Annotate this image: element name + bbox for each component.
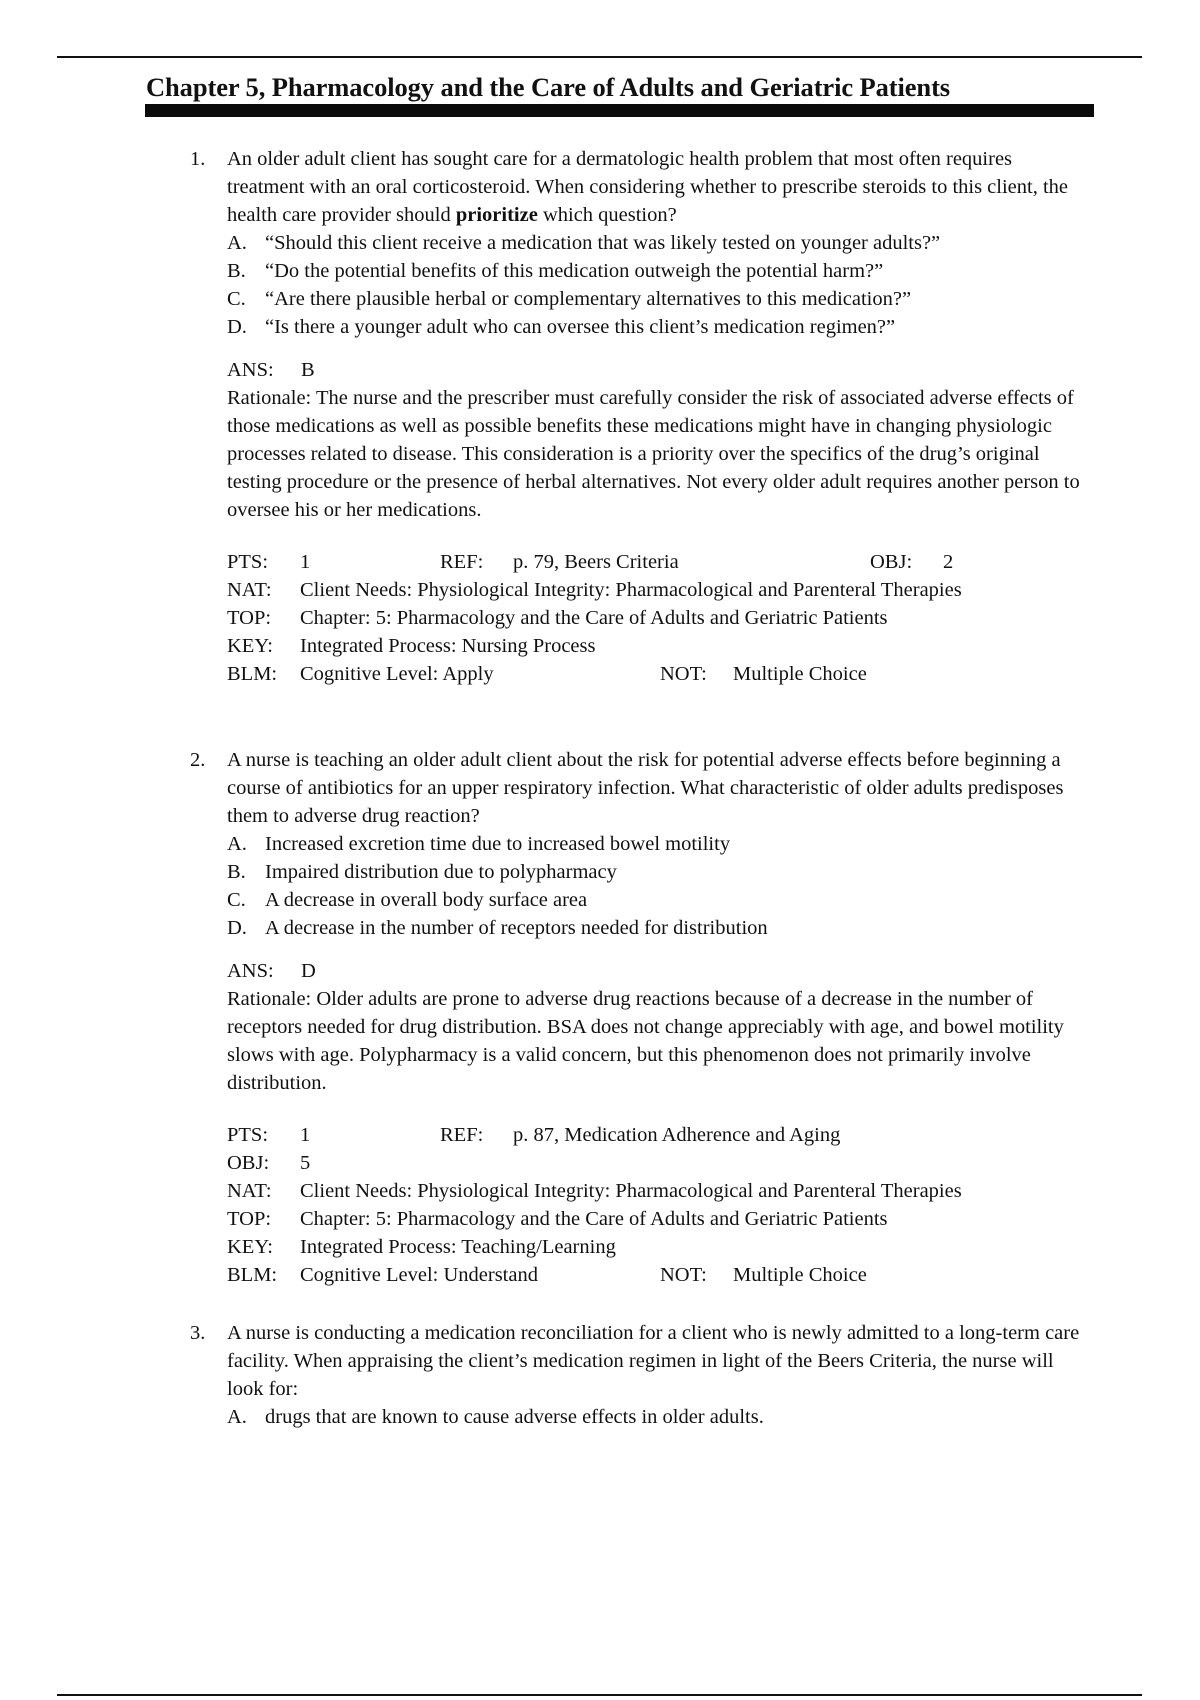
obj-label: OBJ: [870, 551, 913, 573]
option-letter: C. [227, 288, 246, 310]
bottom-rule [57, 1694, 1142, 1696]
option-text: drugs that are known to cause adverse effects in older adults. [265, 1406, 764, 1428]
nat-label: NAT: [227, 579, 272, 601]
top-value: Chapter: 5: Pharmacology and the Care of Adults and Geriatric Patients [300, 607, 888, 629]
blm-value: Cognitive Level: Understand [300, 1264, 538, 1286]
top-value: Chapter: 5: Pharmacology and the Care of Adults and Geriatric Patients [300, 1208, 888, 1230]
not-label: NOT: [660, 663, 707, 685]
answer-label: ANS: [227, 359, 274, 381]
nat-value: Client Needs: Physiological Integrity: Pharmacological and Parenteral Therapies [300, 1180, 962, 1202]
option-b [227, 257, 1090, 285]
question-number: 3. [190, 1322, 206, 1344]
blm-label: BLM: [227, 663, 278, 685]
question-metadata [227, 1121, 1090, 1289]
obj-label: OBJ: [227, 1152, 270, 1174]
question-number: 2. [190, 749, 206, 771]
question-1 [190, 145, 1090, 688]
question-stem: A nurse is teaching an older adult client about the risk for potential adverse effects before beginning a course of antibiotics for an upper respiratory infection. What characteristic of older adults predisposes them to adverse drug reaction? [227, 749, 1064, 827]
option-text: A decrease in the number of receptors needed for distribution [265, 917, 768, 939]
option-d [227, 914, 1090, 942]
answer-value: D [301, 960, 316, 982]
question-3 [190, 1319, 1090, 1431]
ref-value: p. 87, Medication Adherence and Aging [513, 1124, 841, 1146]
option-a [227, 830, 1090, 858]
question-2 [190, 746, 1090, 1289]
stem-text-end: which question? [537, 204, 677, 226]
chapter-title: Chapter 5, Pharmacology and the Care of Adults and Geriatric Patients [146, 72, 951, 102]
stem-text: An older adult client has sought care for a dermatologic health problem that most often requires treatment with an oral corticosteroid. When considering whether to prescribe steroids to this client, the health care provider should [227, 148, 1069, 226]
option-text: “Should this client receive a medication that was likely tested on younger adults?” [265, 232, 941, 254]
option-a [227, 1403, 1090, 1431]
answer-block [227, 957, 1090, 1097]
pts-value: 1 [300, 551, 311, 573]
option-letter: A. [227, 833, 247, 855]
obj-value: 5 [300, 1152, 311, 1174]
option-d [227, 313, 1090, 341]
stem-emphasis: prioritize [455, 204, 538, 226]
answer-value: B [301, 359, 315, 381]
question-stem [227, 145, 1090, 229]
answer-label: ANS: [227, 960, 274, 982]
nat-value: Client Needs: Physiological Integrity: Pharmacological and Parenteral Therapies [300, 579, 962, 601]
option-letter: C. [227, 889, 246, 911]
question-number: 1. [190, 148, 206, 170]
option-c [227, 886, 1090, 914]
top-label: TOP: [227, 1208, 272, 1230]
pts-label: PTS: [227, 551, 269, 573]
option-letter: A. [227, 1406, 247, 1428]
option-text: “Do the potential benefits of this medication outweigh the potential harm?” [265, 260, 884, 282]
option-text: Increased excretion time due to increased bowel motility [265, 833, 731, 855]
option-a [227, 229, 1090, 257]
blm-label: BLM: [227, 1264, 278, 1286]
key-value: Integrated Process: Teaching/Learning [300, 1236, 616, 1258]
not-value: Multiple Choice [733, 1264, 867, 1286]
not-label: NOT: [660, 1264, 707, 1286]
option-b [227, 858, 1090, 886]
question-metadata [227, 548, 1090, 688]
option-text: “Are there plausible herbal or complementary alternatives to this medication?” [265, 288, 912, 310]
option-c [227, 285, 1090, 313]
question-stem: A nurse is conducting a medication reconciliation for a client who is newly admitted to a long-term care facility. When appraising the client’s medication regimen in light of the Beers Criteria, the nurse will look for: [227, 1322, 1080, 1400]
pts-value: 1 [300, 1124, 311, 1146]
pts-label: PTS: [227, 1124, 269, 1146]
title-underline-bar [145, 104, 1094, 117]
ref-label: REF: [440, 551, 484, 573]
ref-label: REF: [440, 1124, 484, 1146]
option-text: A decrease in overall body surface area [265, 889, 588, 911]
option-letter: B. [227, 861, 246, 883]
option-letter: D. [227, 917, 247, 939]
top-rule [57, 56, 1142, 58]
rationale: Rationale: The nurse and the prescriber must carefully consider the risk of associated adverse effects of those medications as well as possible benefits these medications might have in changing physiologic processes related to disease. This consideration is a priority over the specifics of the drug’s original testing procedure or the presence of herbal alternatives. Not every older adult requires another person to oversee his or her medications. [227, 387, 1080, 521]
rationale: Rationale: Older adults are prone to adverse drug reactions because of a decrease in the number of receptors needed for drug distribution. BSA does not change appreciably with age, and bowel motility slows with age. Polypharmacy is a valid concern, but this phenomenon does not primarily involve distribution. [227, 988, 1064, 1094]
blm-value: Cognitive Level: Apply [300, 663, 494, 685]
option-letter: B. [227, 260, 246, 282]
key-label: KEY: [227, 635, 273, 657]
option-letter: D. [227, 316, 247, 338]
top-label: TOP: [227, 607, 272, 629]
option-text: Impaired distribution due to polypharmacy [265, 861, 617, 883]
nat-label: NAT: [227, 1180, 272, 1202]
key-value: Integrated Process: Nursing Process [300, 635, 596, 657]
option-letter: A. [227, 232, 247, 254]
option-text: “Is there a younger adult who can oversee this client’s medication regimen?” [265, 316, 896, 338]
obj-value: 2 [943, 551, 954, 573]
answer-block [227, 356, 1090, 524]
ref-value: p. 79, Beers Criteria [513, 551, 679, 573]
key-label: KEY: [227, 1236, 273, 1258]
not-value: Multiple Choice [733, 663, 867, 685]
